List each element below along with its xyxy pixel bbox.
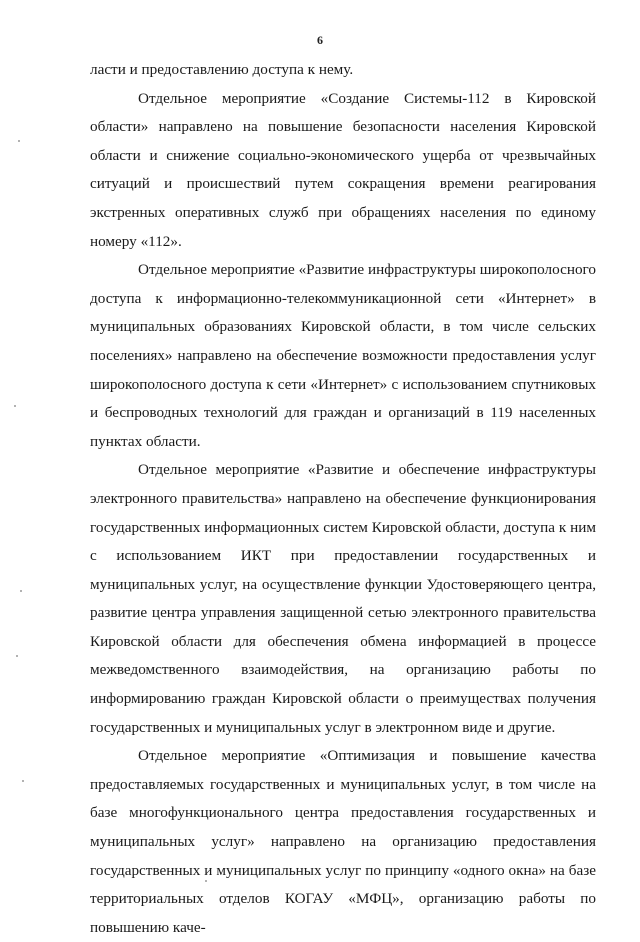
- paragraph-broadband-internet: Отдельное мероприятие «Развитие инфраструктуры широкополосного доступа к информационно-телекоммуникационной сети «Интернет» в муниципальных образованиях Кировской области, в том числе сельских поселениях» направлено на обеспечение возможности предоставления услуг широкополосного доступа к сети «Интернет» с использованием спутниковых и беспроводных технологий для граждан и организаций в 119 населенных пунктах области.: [90, 261, 596, 450]
- scan-speck: [16, 655, 18, 657]
- scan-speck: [20, 590, 22, 592]
- body-text: [90, 56, 596, 942]
- page-number: 6: [317, 33, 323, 47]
- scan-speck: [18, 140, 20, 142]
- paragraph-e-government: Отдельное мероприятие «Развитие и обеспечение инфраструктуры электронного правительства» направлено на обеспечение функционирования государственных информационных систем Кировской области, доступа к ним с использованием ИКТ при предоставлении государственных и муниципальных услуг, на осуществление функции Удостоверяющего центра, развитие центра управления защищенной сетью электронного правительства Кировской области для обеспечения обмена информацией в процессе межведомственного взаимодействия, на организацию работы по информированию граждан Кировской области о преимуществах получения государственных и муниципальных услуг в электронном виде и другие.: [90, 461, 596, 736]
- paragraph-public-services: Отдельное мероприятие «Оптимизация и повышение качества предоставляемых государственных и муниципальных услуг, в том числе на базе многофункционального центра предоставления государственных и муниципальных услуг» направлено на организацию предоставления государственных и муниципальных услуг по принципу «одного окна» на базе территориальных отделов КОГАУ «МФЦ», организацию работы по повышению каче-: [90, 747, 596, 936]
- paragraph-system-112: Отдельное мероприятие «Создание Системы-112 в Кировской области» направлено на повышение безопасности населения Кировской области и снижение социально-экономического ущерба от чрезвычайных ситуаций и происшествий путем сокращения времени реагирования экстренных оперативных служб при обращениях населения по единому номеру «112».: [90, 89, 596, 250]
- paragraph-continuation: ласти и предоставлению доступа к нему.: [90, 61, 354, 78]
- scan-speck: [14, 405, 16, 407]
- scan-speck: [205, 880, 207, 882]
- scan-speck: [22, 780, 24, 782]
